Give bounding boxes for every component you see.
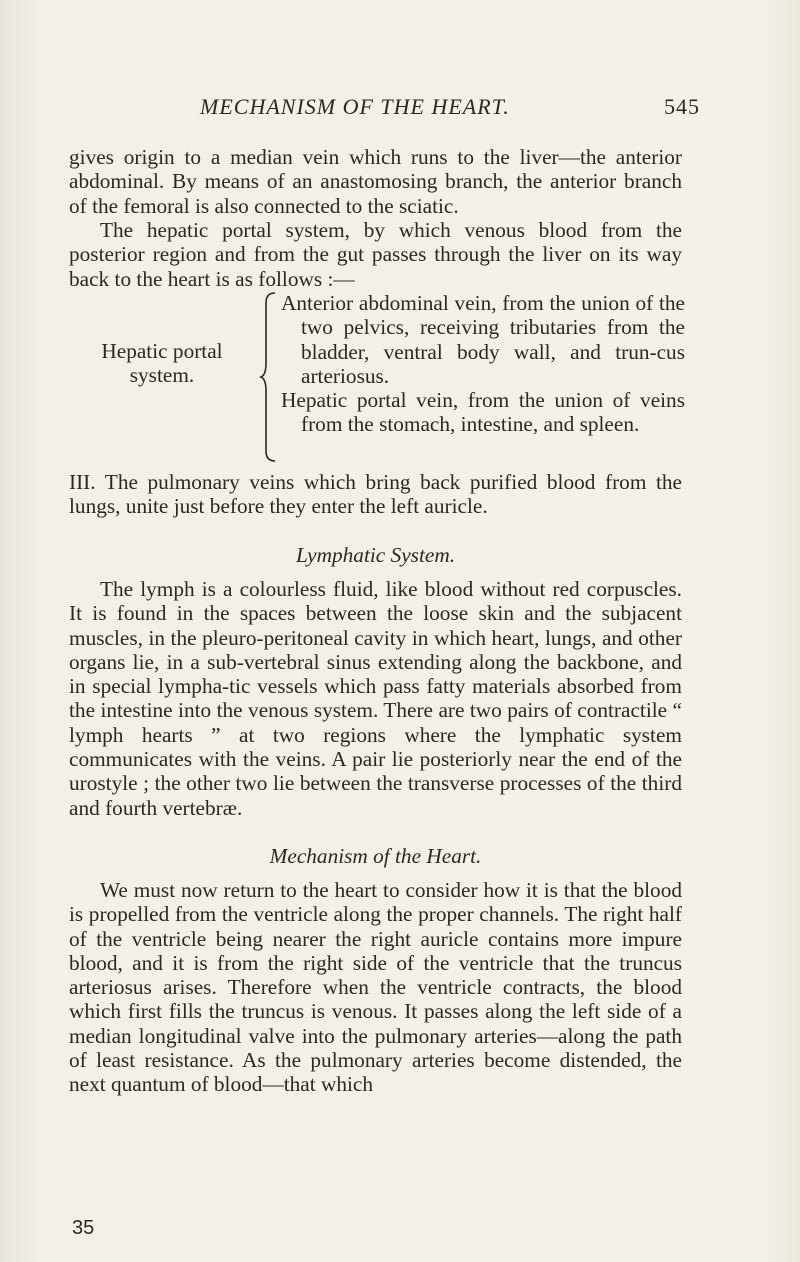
section-heading-mechanism: Mechanism of the Heart. bbox=[269, 844, 482, 868]
label-line: Hepatic portal bbox=[101, 339, 223, 363]
hepatic-portal-entries bbox=[281, 291, 685, 437]
hepatic-portal-label bbox=[57, 339, 267, 388]
entry-anterior-abdominal-vein: Anterior abdominal vein, from the union of the two pelvics, receiving tributaries from the bladder, ventral body wall, and trun-cus arteriosus. bbox=[281, 291, 685, 388]
paragraph-pulmonary-veins: III. The pulmonary veins which bring back purified blood from the lungs, unite just before they enter the left auricle. bbox=[69, 470, 682, 519]
section-heading-lymphatic: Lymphatic System. bbox=[295, 543, 456, 567]
paragraph-heart-mechanism: We must now return to the heart to consider how it is that the blood is propelled from the ventricle along the proper channels. The right half of the ventricle being nearer the right auricle contains more impure blood, and it is from the right side of the ventricle that the truncus arteriosus arises. Therefore when the ventricle contracts, the blood which first fills the truncus is venous. It passes along the left side of a median longitudinal valve into the pulmonary arteries—along the path of least resistance. As the pulmonary arteries become distended, the next quantum of blood—that which bbox=[69, 878, 682, 1097]
entry-hepatic-portal-vein: Hepatic portal vein, from the union of veins from the stomach, intestine, and spleen. bbox=[281, 388, 685, 437]
paragraph-hepatic-portal-intro: The hepatic portal system, by which venous blood from the posterior region and from the gut passes through the liver on its way back to the heart is as follows :— bbox=[69, 218, 682, 291]
hepatic-portal-table bbox=[57, 291, 687, 466]
label-line: system. bbox=[129, 363, 195, 388]
paragraph-femoral: gives origin to a median vein which runs to the liver—the anterior abdominal. By means of an anastomosing branch, the anterior branch of the femoral is also connected to the sciatic. bbox=[69, 145, 682, 218]
curly-brace-icon bbox=[259, 291, 279, 463]
paragraph-lymph: The lymph is a colourless fluid, like blood without red corpuscles. It is found in the spaces between the loose skin and the subjacent muscles, in the pleuro-peritoneal cavity in which heart, lungs, and other organs lie, in a sub-vertebral sinus extending along the backbone, and in special lympha-tic vessels which pass fatty materials absorbed from the intestine into the venous system. There are two pairs of contractile “ lymph hearts ” at two regions where the lymphatic system communicates with the veins. A pair lie posteriorly near the end of the urostyle ; the other two lie between the transverse processes of the third and fourth vertebræ. bbox=[69, 577, 682, 820]
signature-mark: 35 bbox=[72, 1217, 95, 1239]
page-number: 545 bbox=[664, 94, 700, 119]
running-title: MECHANISM OF THE HEART. bbox=[200, 94, 510, 119]
page-header bbox=[200, 94, 700, 128]
